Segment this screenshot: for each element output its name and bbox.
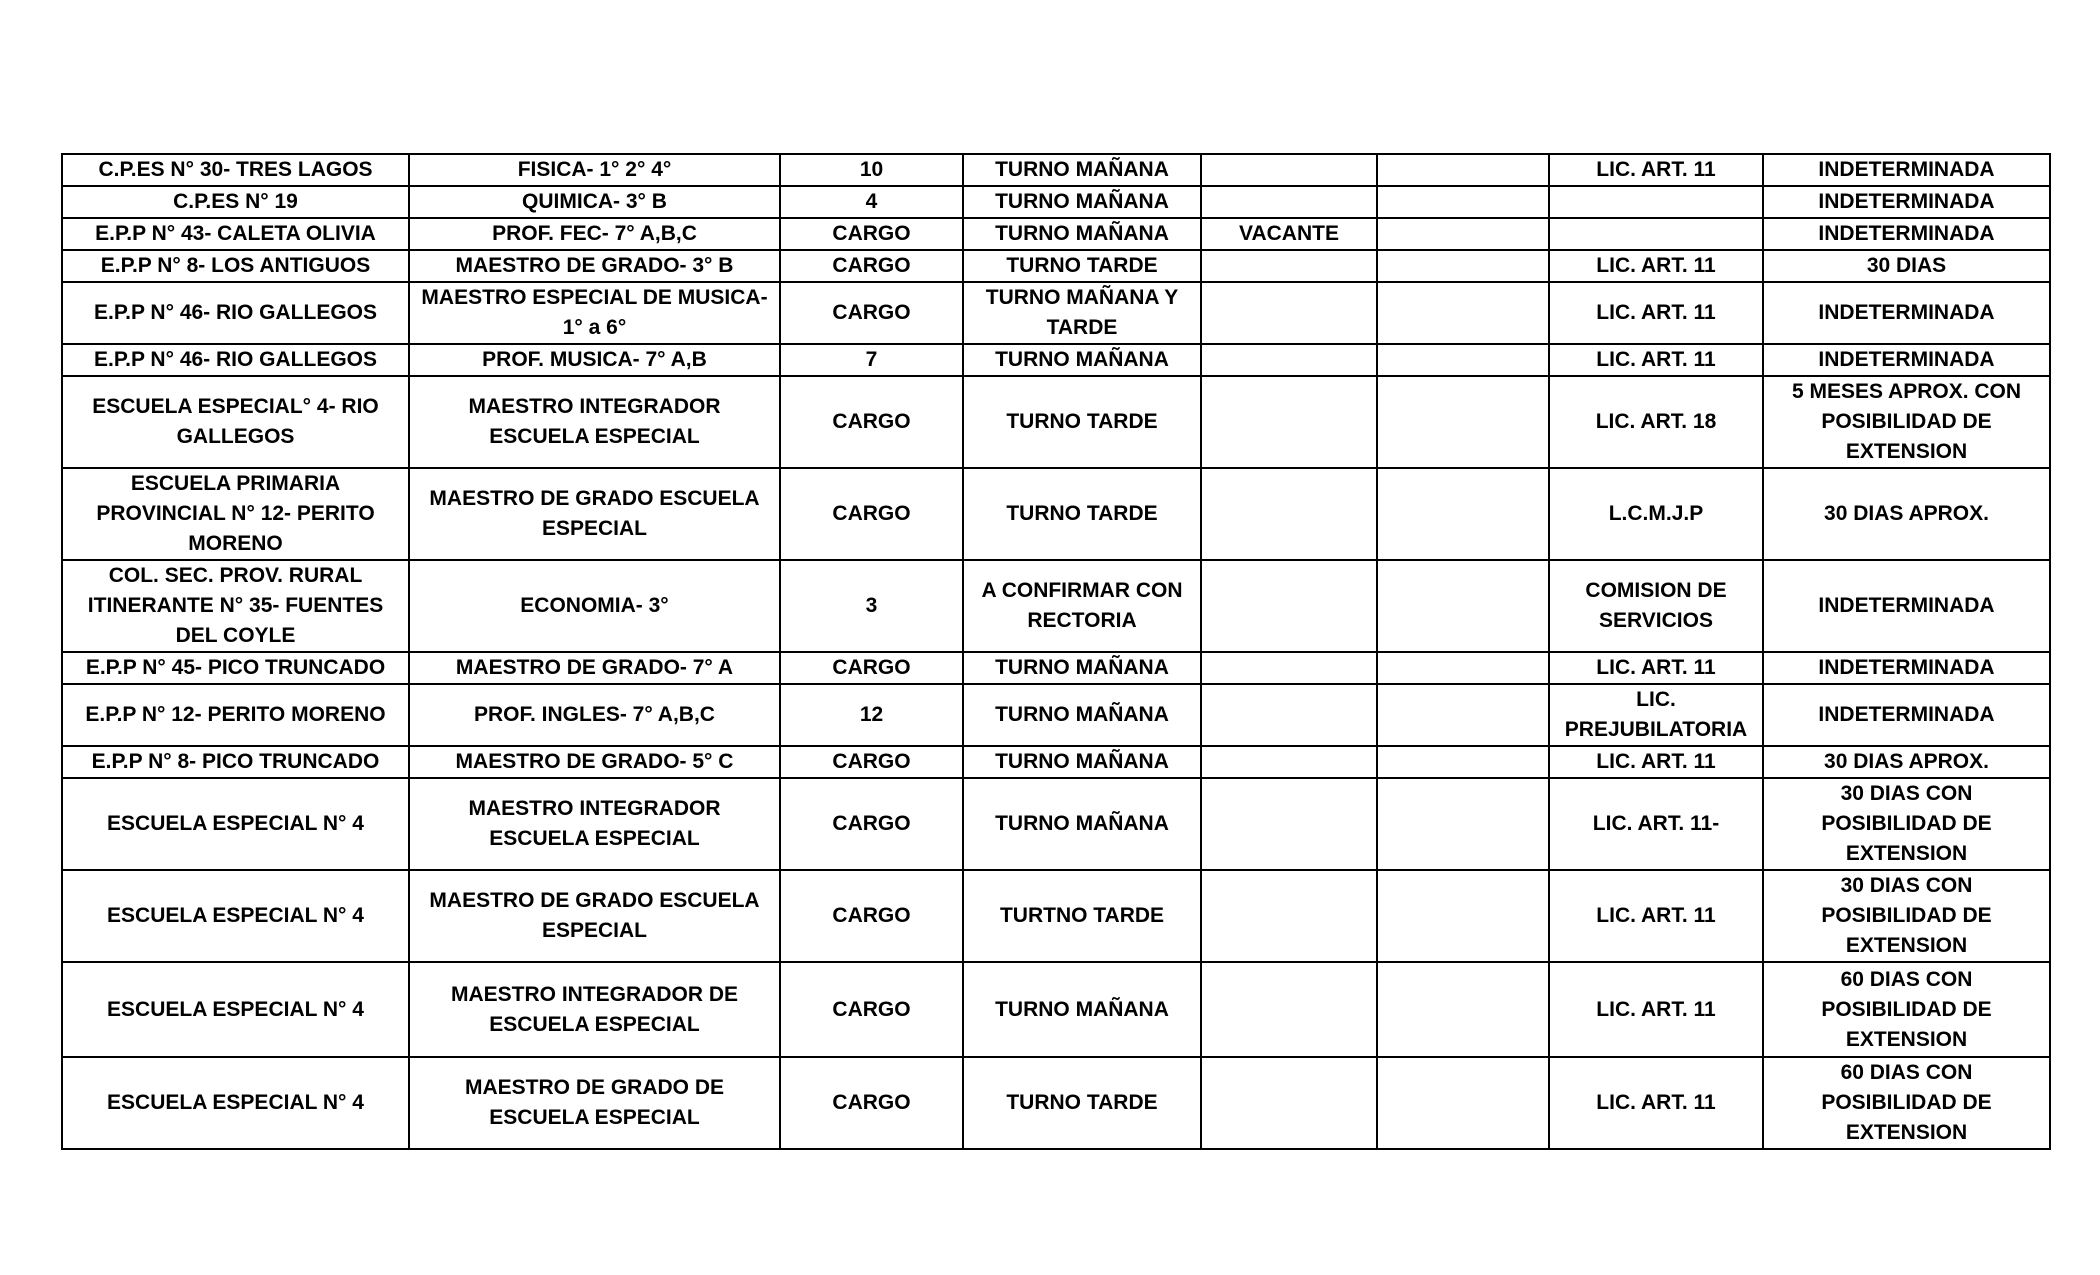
position-cell: FISICA- 1° 2° 4°	[409, 154, 780, 186]
reason-cell: LIC. ART. 11	[1549, 344, 1763, 376]
duration-cell: INDETERMINADA	[1763, 282, 2050, 344]
empty-cell	[1377, 218, 1549, 250]
reason-cell: LIC. ART. 11	[1549, 962, 1763, 1057]
table-row	[62, 652, 2050, 684]
hours-cell: CARGO	[780, 746, 963, 778]
hours-cell: 7	[780, 344, 963, 376]
shift-cell: TURNO TARDE	[963, 468, 1201, 560]
status-cell	[1201, 962, 1377, 1057]
position-cell: MAESTRO DE GRADO DE ESCUELA ESPECIAL	[409, 1057, 780, 1149]
empty-cell	[1377, 746, 1549, 778]
hours-cell: 12	[780, 684, 963, 746]
position-cell: PROF. FEC- 7° A,B,C	[409, 218, 780, 250]
school-cell: E.P.P N° 46- RIO GALLEGOS	[62, 344, 409, 376]
position-cell: MAESTRO DE GRADO- 3° B	[409, 250, 780, 282]
empty-cell	[1377, 652, 1549, 684]
school-cell: E.P.P N° 43- CALETA OLIVIA	[62, 218, 409, 250]
status-cell	[1201, 746, 1377, 778]
duration-cell: INDETERMINADA	[1763, 186, 2050, 218]
reason-cell: LIC. ART. 11	[1549, 870, 1763, 962]
school-cell: E.P.P N° 8- LOS ANTIGUOS	[62, 250, 409, 282]
school-cell: ESCUELA ESPECIAL° 4- RIO GALLEGOS	[62, 376, 409, 468]
empty-cell	[1377, 282, 1549, 344]
shift-cell: TURNO MAÑANA	[963, 746, 1201, 778]
position-cell: ECONOMIA- 3°	[409, 560, 780, 652]
hours-cell: CARGO	[780, 870, 963, 962]
school-cell: E.P.P N° 12- PERITO MORENO	[62, 684, 409, 746]
status-cell	[1201, 282, 1377, 344]
hours-cell: CARGO	[780, 778, 963, 870]
reason-cell: COMISION DE SERVICIOS	[1549, 560, 1763, 652]
status-cell	[1201, 250, 1377, 282]
duration-cell: INDETERMINADA	[1763, 154, 2050, 186]
shift-cell: TURNO TARDE	[963, 1057, 1201, 1149]
position-cell: MAESTRO DE GRADO- 7° A	[409, 652, 780, 684]
school-cell: ESCUELA ESPECIAL N° 4	[62, 962, 409, 1057]
hours-cell: CARGO	[780, 218, 963, 250]
table-row	[62, 218, 2050, 250]
status-cell	[1201, 468, 1377, 560]
duration-cell: 60 DIAS CON POSIBILIDAD DE EXTENSION	[1763, 1057, 2050, 1149]
empty-cell	[1377, 376, 1549, 468]
shift-cell: TURTNO TARDE	[963, 870, 1201, 962]
school-cell: C.P.ES N° 19	[62, 186, 409, 218]
reason-cell: LIC. ART. 11	[1549, 154, 1763, 186]
status-cell	[1201, 1057, 1377, 1149]
hours-cell: CARGO	[780, 962, 963, 1057]
hours-cell: CARGO	[780, 282, 963, 344]
shift-cell: TURNO MAÑANA	[963, 218, 1201, 250]
table-row	[62, 684, 2050, 746]
school-cell: E.P.P N° 8- PICO TRUNCADO	[62, 746, 409, 778]
table-row	[62, 962, 2050, 1057]
duration-cell: INDETERMINADA	[1763, 652, 2050, 684]
vacancies-sheet	[61, 153, 2049, 1150]
hours-cell: CARGO	[780, 468, 963, 560]
school-cell: ESCUELA ESPECIAL N° 4	[62, 778, 409, 870]
reason-cell: L.C.M.J.P	[1549, 468, 1763, 560]
shift-cell: TURNO MAÑANA Y TARDE	[963, 282, 1201, 344]
school-cell: ESCUELA ESPECIAL N° 4	[62, 1057, 409, 1149]
status-cell	[1201, 870, 1377, 962]
duration-cell: 30 DIAS	[1763, 250, 2050, 282]
duration-cell: 5 MESES APROX. CON POSIBILIDAD DE EXTENSION	[1763, 376, 2050, 468]
reason-cell	[1549, 218, 1763, 250]
duration-cell: 30 DIAS APROX.	[1763, 746, 2050, 778]
hours-cell: CARGO	[780, 250, 963, 282]
position-cell: MAESTRO DE GRADO ESCUELA ESPECIAL	[409, 870, 780, 962]
empty-cell	[1377, 778, 1549, 870]
reason-cell: LIC. ART. 11	[1549, 652, 1763, 684]
shift-cell: TURNO MAÑANA	[963, 344, 1201, 376]
status-cell	[1201, 560, 1377, 652]
position-cell: MAESTRO DE GRADO ESCUELA ESPECIAL	[409, 468, 780, 560]
shift-cell: TURNO TARDE	[963, 250, 1201, 282]
empty-cell	[1377, 186, 1549, 218]
duration-cell: 60 DIAS CON POSIBILIDAD DE EXTENSION	[1763, 962, 2050, 1057]
reason-cell: LIC. ART. 11	[1549, 746, 1763, 778]
table-body	[62, 154, 2050, 1149]
reason-cell: LIC. ART. 11	[1549, 1057, 1763, 1149]
status-cell	[1201, 186, 1377, 218]
shift-cell: TURNO MAÑANA	[963, 186, 1201, 218]
reason-cell: LIC. ART. 11-	[1549, 778, 1763, 870]
status-cell	[1201, 778, 1377, 870]
shift-cell: TURNO MAÑANA	[963, 962, 1201, 1057]
school-cell: E.P.P N° 45- PICO TRUNCADO	[62, 652, 409, 684]
empty-cell	[1377, 468, 1549, 560]
duration-cell: INDETERMINADA	[1763, 560, 2050, 652]
empty-cell	[1377, 560, 1549, 652]
status-cell: VACANTE	[1201, 218, 1377, 250]
school-cell: ESCUELA ESPECIAL N° 4	[62, 870, 409, 962]
reason-cell: LIC. ART. 11	[1549, 282, 1763, 344]
duration-cell: INDETERMINADA	[1763, 218, 2050, 250]
position-cell: MAESTRO INTEGRADOR ESCUELA ESPECIAL	[409, 778, 780, 870]
duration-cell: 30 DIAS CON POSIBILIDAD DE EXTENSION	[1763, 778, 2050, 870]
position-cell: PROF. INGLES- 7° A,B,C	[409, 684, 780, 746]
shift-cell: A CONFIRMAR CON RECTORIA	[963, 560, 1201, 652]
hours-cell: 4	[780, 186, 963, 218]
table-row	[62, 282, 2050, 344]
position-cell: MAESTRO INTEGRADOR ESCUELA ESPECIAL	[409, 376, 780, 468]
status-cell	[1201, 154, 1377, 186]
hours-cell: 3	[780, 560, 963, 652]
duration-cell: INDETERMINADA	[1763, 684, 2050, 746]
table-row	[62, 560, 2050, 652]
school-cell: C.P.ES N° 30- TRES LAGOS	[62, 154, 409, 186]
shift-cell: TURNO MAÑANA	[963, 684, 1201, 746]
position-cell: MAESTRO ESPECIAL DE MUSICA- 1° a 6°	[409, 282, 780, 344]
duration-cell: INDETERMINADA	[1763, 344, 2050, 376]
empty-cell	[1377, 250, 1549, 282]
reason-cell	[1549, 186, 1763, 218]
shift-cell: TURNO MAÑANA	[963, 652, 1201, 684]
school-cell: ESCUELA PRIMARIA PROVINCIAL N° 12- PERITO MORENO	[62, 468, 409, 560]
position-cell: PROF. MUSICA- 7° A,B	[409, 344, 780, 376]
school-cell: E.P.P N° 46- RIO GALLEGOS	[62, 282, 409, 344]
table-row	[62, 1057, 2050, 1149]
school-cell: COL. SEC. PROV. RURAL ITINERANTE N° 35- FUENTES DEL COYLE	[62, 560, 409, 652]
hours-cell: 10	[780, 154, 963, 186]
status-cell	[1201, 376, 1377, 468]
table-row	[62, 154, 2050, 186]
table-row	[62, 746, 2050, 778]
reason-cell: LIC. PREJUBILATORIA	[1549, 684, 1763, 746]
reason-cell: LIC. ART. 11	[1549, 250, 1763, 282]
table-row	[62, 376, 2050, 468]
empty-cell	[1377, 684, 1549, 746]
hours-cell: CARGO	[780, 376, 963, 468]
duration-cell: 30 DIAS CON POSIBILIDAD DE EXTENSION	[1763, 870, 2050, 962]
table-row	[62, 250, 2050, 282]
hours-cell: CARGO	[780, 1057, 963, 1149]
empty-cell	[1377, 344, 1549, 376]
hours-cell: CARGO	[780, 652, 963, 684]
table-row	[62, 468, 2050, 560]
position-cell: QUIMICA- 3° B	[409, 186, 780, 218]
shift-cell: TURNO MAÑANA	[963, 154, 1201, 186]
table-row	[62, 870, 2050, 962]
empty-cell	[1377, 870, 1549, 962]
reason-cell: LIC. ART. 18	[1549, 376, 1763, 468]
position-cell: MAESTRO INTEGRADOR DE ESCUELA ESPECIAL	[409, 962, 780, 1057]
shift-cell: TURNO TARDE	[963, 376, 1201, 468]
table-row	[62, 344, 2050, 376]
status-cell	[1201, 344, 1377, 376]
empty-cell	[1377, 154, 1549, 186]
table-row	[62, 778, 2050, 870]
duration-cell: 30 DIAS APROX.	[1763, 468, 2050, 560]
empty-cell	[1377, 1057, 1549, 1149]
status-cell	[1201, 684, 1377, 746]
shift-cell: TURNO MAÑANA	[963, 778, 1201, 870]
position-cell: MAESTRO DE GRADO- 5° C	[409, 746, 780, 778]
vacancies-table	[61, 153, 2051, 1150]
table-row	[62, 186, 2050, 218]
status-cell	[1201, 652, 1377, 684]
empty-cell	[1377, 962, 1549, 1057]
